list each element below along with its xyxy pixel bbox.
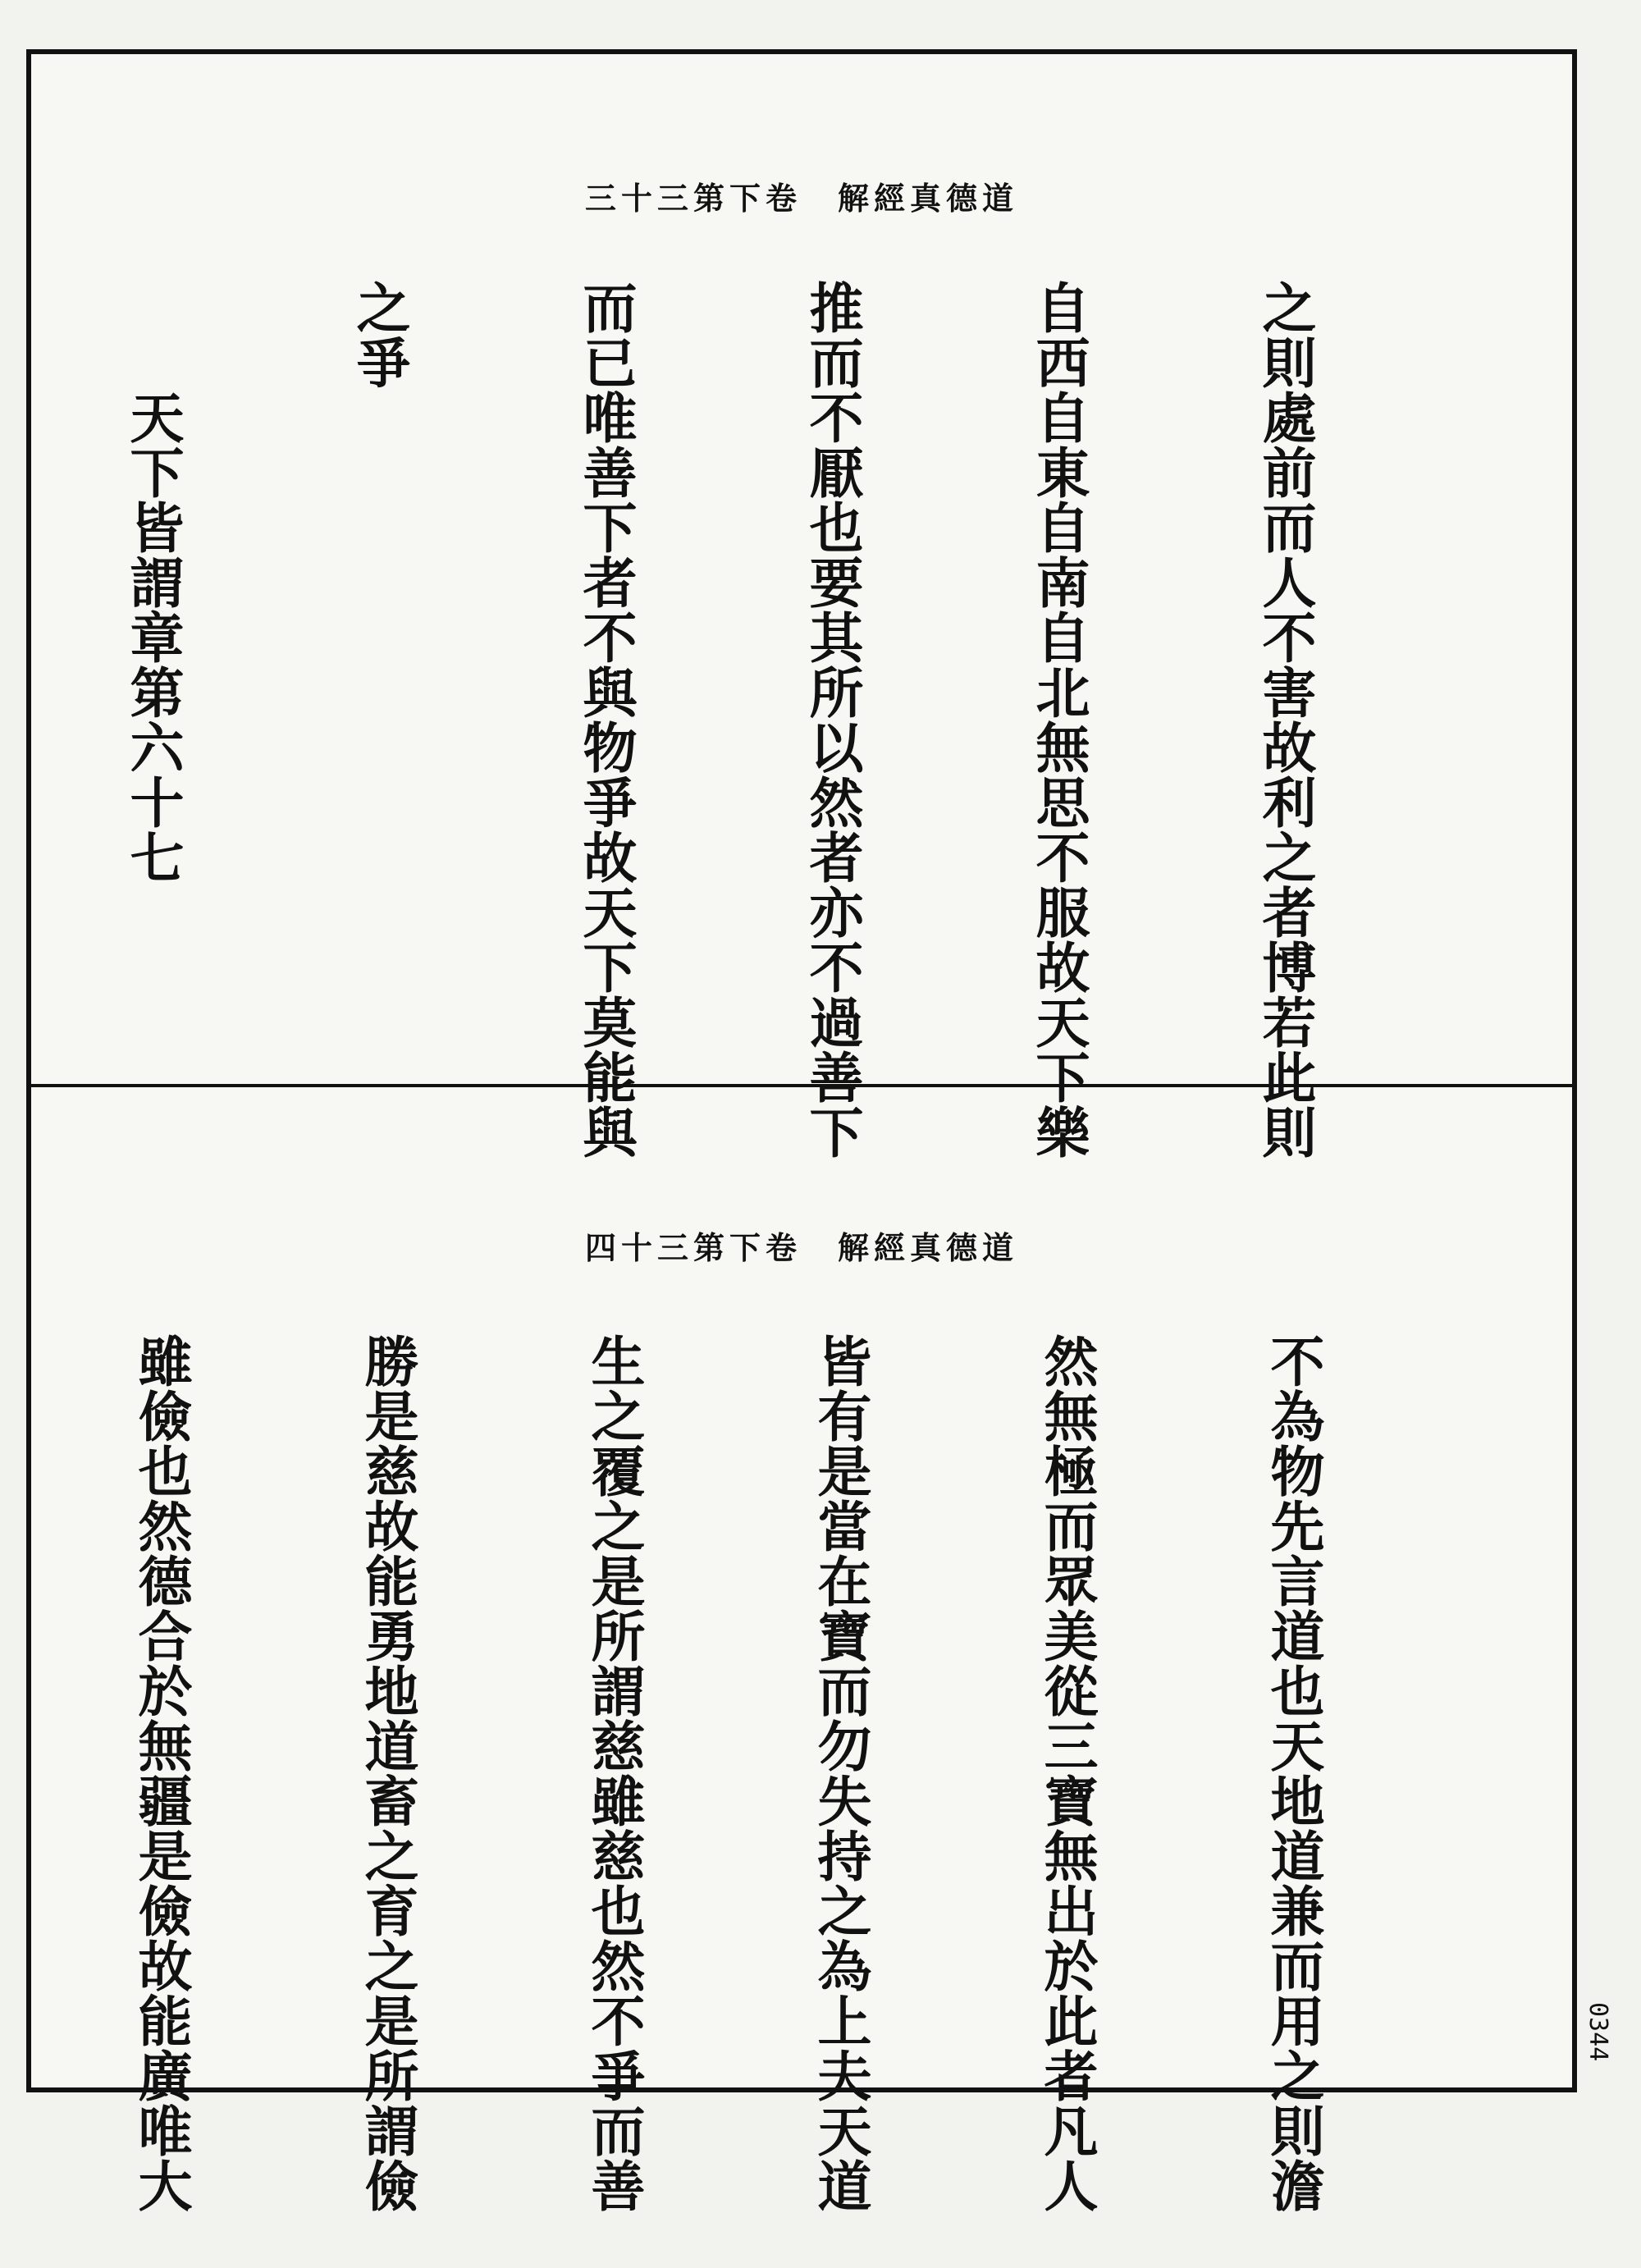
text-column: 皆有是當在寶而勿失持之為上夫天道 [808, 1333, 872, 2213]
text-column: 勝是慈故能勇地道畜之育之是所謂儉 [355, 1333, 419, 2213]
text-column: 自西自東自南自北無思不服故天下樂 [1026, 280, 1090, 1159]
bottom-page-text [0, 1333, 1482, 2213]
chapter-title: 天下皆謂章第六十七 [121, 280, 185, 885]
text-column: 雖儉也然德合於無疆是儉故能廣唯大 [129, 1333, 193, 2213]
top-page-text [0, 280, 1474, 1159]
text-column: 不為物先言道也天地道兼而用之則澹 [1261, 1333, 1325, 2213]
page-number: 0344 [1584, 2002, 1612, 2062]
bottom-page [31, 1087, 1572, 2213]
text-column: 然無極而眾美從三寶無出於此者凡人 [1035, 1333, 1099, 2213]
text-column: 之爭 [347, 280, 411, 390]
top-page [31, 54, 1572, 1159]
page-frame [26, 49, 1577, 2213]
text-column: 生之覆之是所謂慈雖慈也然不爭而善 [582, 1333, 646, 2213]
text-column: 推而不厭也要其所以然者亦不過善下 [800, 280, 864, 1159]
text-column: 之則處前而人不害故利之者博若此則 [1253, 280, 1317, 1159]
text-column: 而已唯善下者不與物爭故天下莫能與 [574, 280, 638, 1159]
top-page-header: 三十三第下卷 解經真德道 [584, 180, 1018, 217]
bottom-page-header: 四十三第下卷 解經真德道 [584, 1229, 1018, 1266]
